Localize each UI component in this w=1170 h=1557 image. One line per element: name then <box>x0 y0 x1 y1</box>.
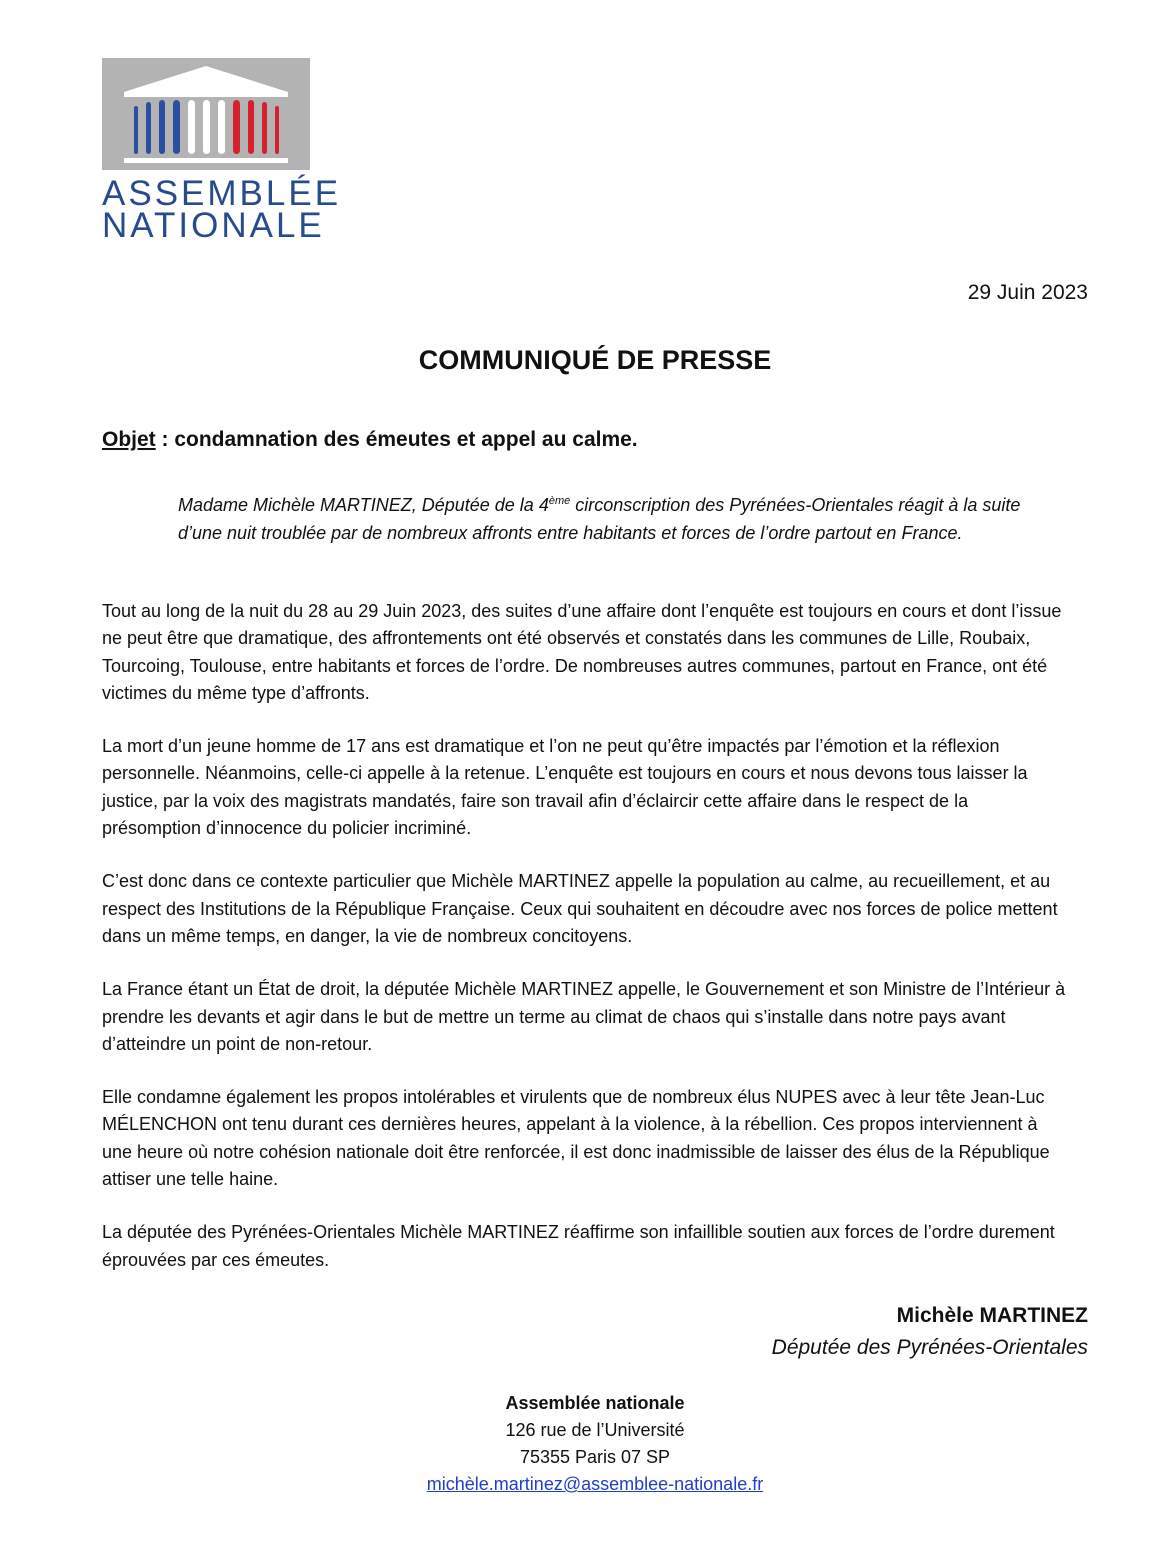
email-link[interactable]: michèle.martinez@assemblee-nationale.fr <box>426 1474 764 1494</box>
assemblee-nationale-logo <box>102 58 342 245</box>
logo-wordmark <box>102 174 342 245</box>
address-org: Assemblée nationale <box>505 1393 685 1413</box>
intro-paragraph <box>178 487 1058 547</box>
address-block <box>0 1390 1170 1498</box>
page-title: COMMUNIQUÉ DE PRESSE <box>418 345 772 375</box>
object-label: Objet <box>102 428 156 451</box>
intro-text-end: circonscription des Pyrénées-Orientales réagit à la suite d’une nuit troublée par de nombreux affronts entre habitants et forces de l’ordre partout en France. <box>178 495 1021 543</box>
signature-block <box>772 1300 1088 1364</box>
hemicycle-icon <box>102 58 310 170</box>
logo-line-1: ASSEMBLÉE <box>102 174 342 213</box>
logo-line-2: NATIONALE <box>102 206 325 245</box>
signature-role: Députée des Pyrénées-Orientales <box>771 1336 1088 1359</box>
body-paragraph: La France étant un État de droit, la députée Michèle MARTINEZ appelle, le Gouvernement et son Ministre de l’Intérieur à prendre les devants et agir dans le but de mettre un terme au climat de chaos qui s’installe dans notre pays avant d’atteindre un point de non-retour. <box>102 979 1066 1054</box>
body-paragraph: C’est donc dans ce contexte particulier que Michèle MARTINEZ appelle la population au calme, au recueillement, et au respect des Institutions de la République Française. Ceux qui souhaitent en découdre avec nos forces de police mettent dans un même temps, en danger, la vie de nombreux concitoyens. <box>102 871 1058 946</box>
intro-text-start: Madame Michèle MARTINEZ, Députée de la 4 <box>178 495 549 515</box>
object-line <box>102 428 638 452</box>
body-text <box>102 598 1068 1300</box>
signature-name: Michèle MARTINEZ <box>896 1304 1088 1327</box>
document-date: 29 Juin 2023 <box>967 281 1088 304</box>
body-paragraph: Elle condamne également les propos intolérables et virulents que de nombreux élus NUPES avec à leur tête Jean-Luc MÉLENCHON ont tenu durant ces dernières heures, appelant à la violence, à la rébellion. Ces propos interviennent à une heure où notre cohésion nationale doit être renforcée, il est donc inadmissible de laisser des élus de la République attiser une telle haine. <box>102 1087 1050 1190</box>
body-paragraph: La mort d’un jeune homme de 17 ans est dramatique et l’on ne peut qu’être impactés par l’émotion et la réflexion personnelle. Néanmoins, celle-ci appelle à la retenue. L’enquête est toujours en cours et nous devons tous laisser la justice, par la voix des magistrats mandatés, faire son travail afin d’éclaircir cette affaire dans le respect de la présomption d’innocence du policier incriminé. <box>102 736 1028 839</box>
body-paragraph: La députée des Pyrénées-Orientales Michèle MARTINEZ réaffirme son infaillible soutien aux forces de l’ordre durement éprouvées par ces émeutes. <box>102 1222 1055 1270</box>
hemicycle-emblem <box>102 58 310 170</box>
address-city: 75355 Paris 07 SP <box>519 1447 671 1467</box>
object-text: : condamnation des émeutes et appel au calme. <box>155 428 638 451</box>
intro-superscript: ème <box>548 495 571 507</box>
address-street: 126 rue de l’Université <box>505 1420 685 1440</box>
body-paragraph: Tout au long de la nuit du 28 au 29 Juin 2023, des suites d’une affaire dont l’enquête est toujours en cours et dont l’issue ne peut être que dramatique, des affrontements ont été observés et constatés dans les communes de Lille, Roubaix, Tourcoing, Toulouse, entre habitants et forces de l’ordre. De nombreuses autres communes, partout en France, ont été victimes du même type d’affronts. <box>102 601 1062 703</box>
